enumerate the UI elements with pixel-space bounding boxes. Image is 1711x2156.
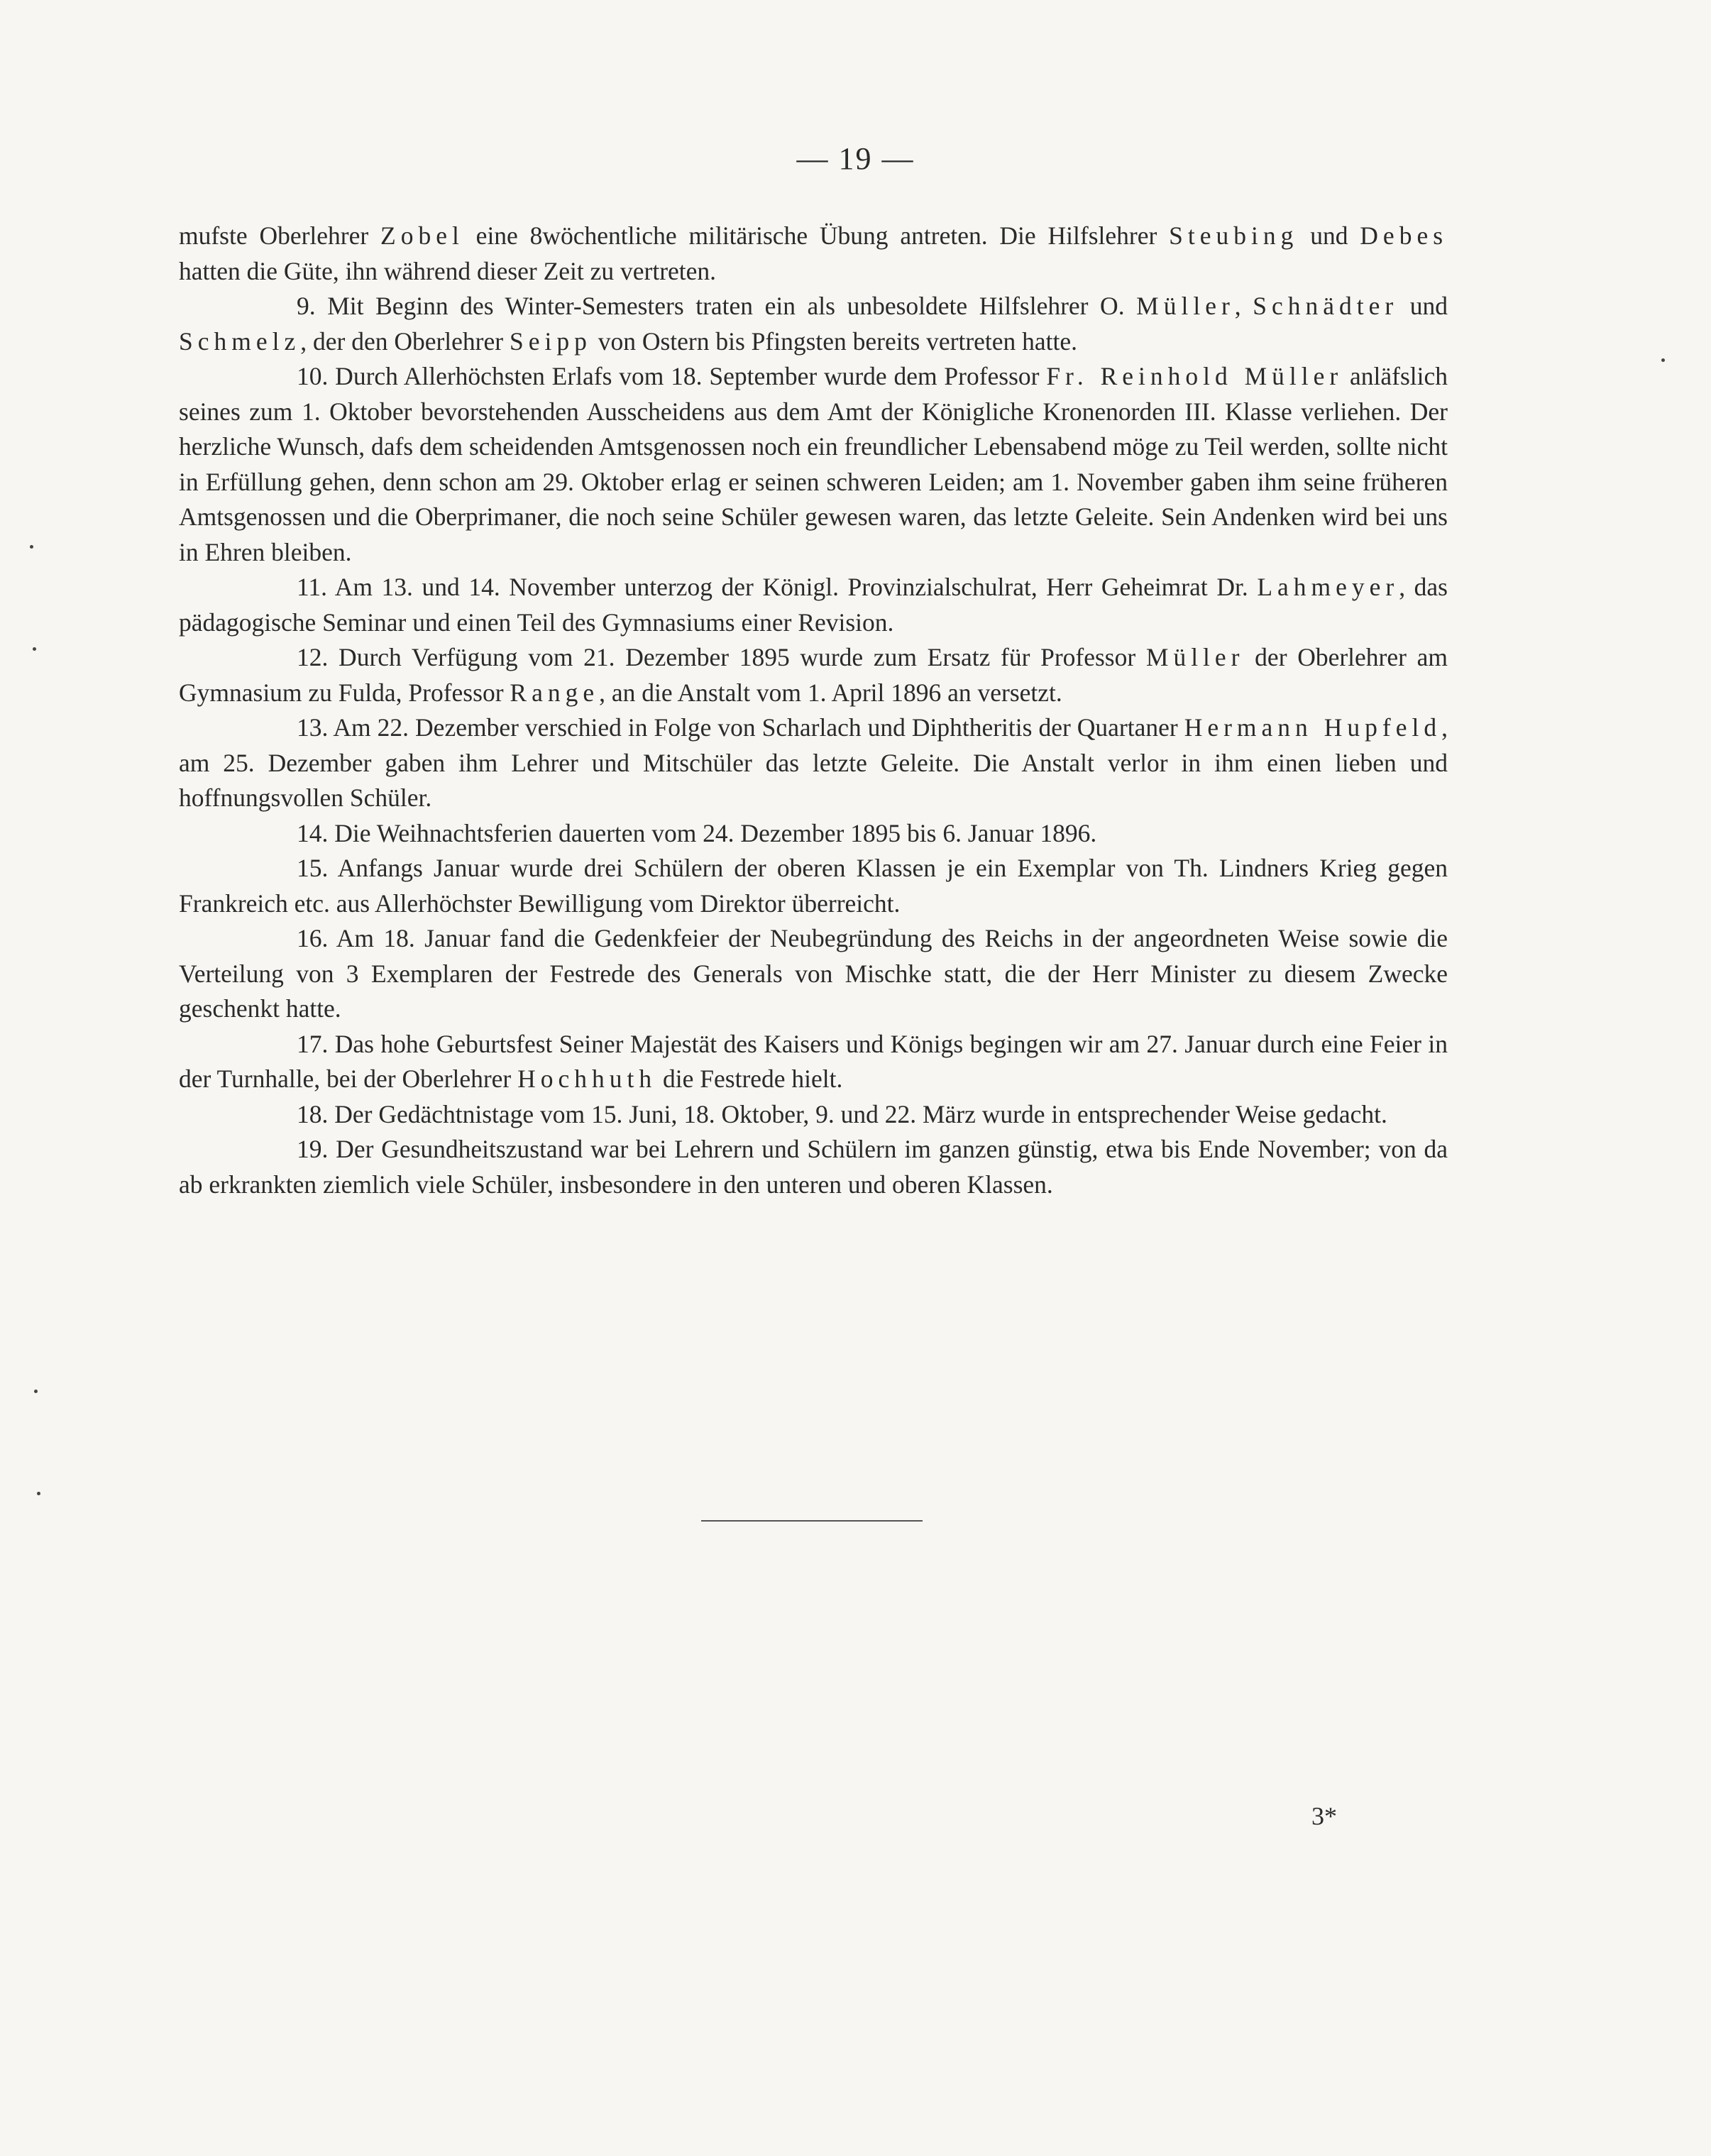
text-segment: 11. Am 13. und 14. November unterzog der Königl. Provinzialschulrat, Herr Geheimrat Dr.	[297, 573, 1258, 601]
text-segment: , das pädagogische Seminar und einen Teil des Gymnasiums einer Revision.	[179, 573, 1448, 637]
spaced-name: Müller	[1145, 643, 1245, 671]
text-segment: 12. Durch Verfügung vom 21. Dezember 1895 wurde zum Ersatz für Professor	[297, 643, 1146, 671]
paragraph-10	[179, 359, 1448, 570]
text-segment: , am 25. Dezember gaben ihm Lehrer und Mitschüler das letzte Geleite. Die Anstalt verlor in ihm einen lieben und hoffnungsvollen Schüler.	[179, 713, 1448, 812]
text-segment: eine 8wöchentliche militärische Übung antreten. Die Hilfslehrer	[463, 221, 1170, 250]
scan-speck	[34, 1390, 38, 1393]
spaced-name: Debes	[1360, 221, 1448, 250]
paragraph-12	[179, 640, 1448, 710]
spaced-name: Range	[510, 678, 600, 707]
paragraph-16	[179, 921, 1448, 1027]
spaced-name: Zobel	[380, 221, 464, 250]
paragraph-9	[179, 289, 1448, 359]
page-number: — 19 —	[796, 141, 915, 176]
spaced-name: Seipp	[509, 326, 592, 356]
paragraph-17	[179, 1027, 1448, 1097]
scan-speck	[33, 647, 36, 651]
text-segment: der Oberlehrer am Gymnasium zu Fulda, Professor	[179, 643, 1448, 707]
scan-speck	[37, 1492, 40, 1495]
section-divider-rule	[701, 1520, 923, 1522]
text-segment: und	[1298, 221, 1360, 250]
text-segment: mufste Oberlehrer	[179, 221, 381, 250]
spaced-name: Schmelz	[179, 326, 301, 356]
text-segment: 18. Der Gedächtnistage vom 15. Juni, 18. Oktober, 9. und 22. März wurde in entsprechender Weise gedacht.	[297, 1099, 1387, 1128]
spaced-name: Schnädter	[1253, 292, 1399, 320]
text-segment: 9. Mit Beginn des Winter-Semesters traten ein als unbesoldete Hilfslehrer O.	[297, 292, 1137, 320]
paragraph-18	[179, 1097, 1448, 1133]
text-segment: 13. Am 22. Dezember verschied in Folge von Scharlach und Diphtheritis der Quartaner	[297, 713, 1184, 742]
text-segment: 16. Am 18. Januar fand die Gedenkfeier der Neubegründung des Reichs in der angeordneten Weise sowie die Verteilung von 3 Exemplaren der Festrede des Generals von Mischke statt, die der Herr Minister zu diesem Zwecke geschenkt hatte.	[179, 924, 1448, 1023]
text-segment: 15. Anfangs Januar wurde drei Schülern der oberen Klassen je ein Exemplar von Th. Lindners Krieg gegen Frankreich etc. aus Allerhöchster Bewilligung vom Direktor überreicht.	[179, 854, 1448, 918]
text-segment: 17. Das hohe Geburtsfest Seiner Majestät des Kaisers und Königs begingen wir am 27. Januar durch eine Feier in der Turnhalle, bei der Oberlehrer	[179, 1029, 1448, 1093]
text-segment: 19. Der Gesundheitszustand war bei Lehrern und Schülern im ganzen günstig, etwa bis Ende November; von da ab erkrankten ziemlich viele Schüler, insbesondere in den unteren und oberen Klassen.	[179, 1135, 1448, 1199]
paragraph-19	[179, 1132, 1448, 1202]
text-segment: ,	[1234, 292, 1253, 320]
paragraph-continuation	[179, 219, 1448, 289]
body-text	[179, 219, 1448, 1202]
spaced-name: Steubing	[1169, 221, 1299, 250]
paragraph-15	[179, 851, 1448, 921]
spaced-name: Fr. Reinhold Müller	[1046, 362, 1343, 390]
paragraph-14	[179, 816, 1448, 852]
spaced-name: Müller	[1136, 292, 1235, 320]
text-segment: 10. Durch Allerhöchsten Erlafs vom 18. September wurde dem Professor	[297, 362, 1047, 390]
text-segment: hatten die Güte, ihn während dieser Zeit zu vertreten.	[179, 256, 717, 285]
paragraph-13	[179, 710, 1448, 816]
spaced-name: Hochhuth	[517, 1065, 657, 1093]
text-segment: von Ostern bis Pfingsten bereits vertreten hatte.	[591, 326, 1078, 356]
text-segment: , an die Anstalt vom 1. April 1896 an versetzt.	[599, 678, 1062, 707]
scan-speck	[30, 545, 33, 549]
text-segment: die Festrede hielt.	[656, 1065, 843, 1093]
paragraph-11	[179, 570, 1448, 640]
scan-speck	[1661, 358, 1665, 362]
spaced-name: Lahmeyer	[1257, 573, 1399, 601]
text-segment: anläfslich seines zum 1. Oktober bevorstehenden Ausscheidens aus dem Amt der Königliche Kronenorden III. Klasse verliehen. Der herzliche Wunsch, dafs dem scheidenden Amtsgenossen noch ein freundlicher Lebensabend möge zu Teil werden, sollte nicht in Erfüllung gehen, denn schon am 29. Oktober erlag er seinen schweren Leiden; am 1. November gaben ihm seine früheren Amtsgenossen und die Oberprimaner, die noch seine Schüler gewesen waren, das letzte Geleite. Sein Andenken wird bei uns in Ehren bleiben.	[179, 362, 1448, 566]
signature-mark: 3*	[1311, 1802, 1337, 1830]
text-segment: , der den Oberlehrer	[300, 326, 510, 356]
text-segment: und	[1398, 292, 1448, 320]
spaced-name: Hermann Hupfeld	[1184, 713, 1442, 742]
text-segment: 14. Die Weihnachtsferien dauerten vom 24. Dezember 1895 bis 6. Januar 1896.	[297, 818, 1097, 847]
